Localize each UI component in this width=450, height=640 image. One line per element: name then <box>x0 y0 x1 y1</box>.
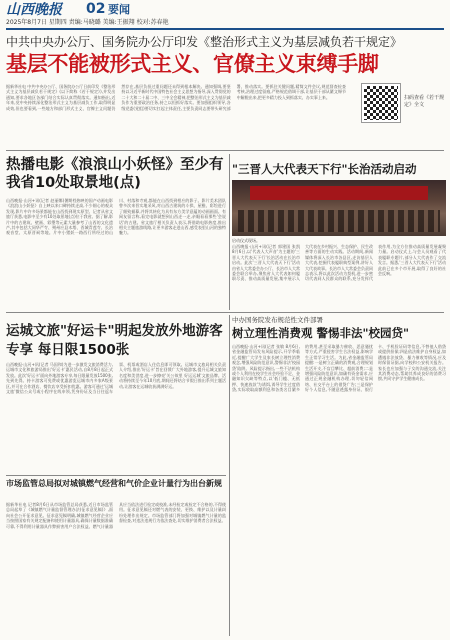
section-divider <box>6 312 444 313</box>
section-divider <box>6 475 226 476</box>
npc-story-headline: "三晋人大代表天下行"长治活动启动 <box>232 162 417 176</box>
campus-loan-body: 山西晚报·山河+讯(记者 张敏 8月6日,省金融监管局发布风险提示,开学季临近,提醒广大学生及家长树立理性消费观念,增强风险防范意识,警惕非法'校园贷'陷阱。风险提示指出,一些不法机构或个人利用在校学生社会经验不足、金融知识欠缺等特点,以'低门槛、无抵押、快速放款'为诱饵,诱导学生过度借贷,实际收取高额利息和各类名目繁多的费用,甚至采取暴力催收、恶意骚扰等方式,严重侵害学生合法权益,影响学生正常学习生活。为此,省金融监管局提醒:一是树立正确的消费观,合理规划生活开支,不盲目攀比、超前消费;二是增强风险防范意识,如确有资金需求,应通过正规金融机构办理,切勿轻信网络、社交平台上的借贷广告;三是保护好个人信息,不随意透露身份证、银行卡、手机验证码等信息,不替他人借贷或提供担保;四是依法维护自身权益,如遭遇非法放贷、暴力催收等情况,应及时保留证据,向学校和公安机关报告。家长也应加强与子女的沟通交流,关注其消费动态,帮助其养成良好的消费习惯,共同守护学生健康成长。 <box>232 344 446 393</box>
photo-stage-banner <box>250 186 428 200</box>
newspaper-logo: 山西晚报 <box>6 2 62 18</box>
masthead-divider <box>6 28 444 30</box>
section-divider <box>6 150 444 151</box>
column-divider <box>229 315 230 636</box>
yuncheng-card-body: 山西晚报·山河+讯(记者 马国和)为进一步激发文旅消费活力,运城市文化和旅游局推出'好运卡'惠民活动,自8月8日起正式发放。此次'好运卡'面向外地游客专享,每日限量发放1500张,先到先得。持卡游客可免费或优惠游览运城市内多家A级景区,并可在合作酒店、餐饮店享受折扣优惠。游客可通过'运城文旅'微信公众号或小程序在线申领,凭身份证及当日往返车票、机票或酒店入住信息即可领取。运城市文旅局相关负责人介绍,推出'好运卡'旨在回馈广大外地游客,提升运城文旅知名度和美誉度,进一步擦亮'关公故里 好运运城'文旅品牌。活动将持续至今年10月底,期间还将结合节假日推出系列主题活动,让游客在运城收获满满好运。 <box>6 362 226 395</box>
qr-code-caption: 扫码查看《若干规定》全文 <box>404 95 445 108</box>
npc-photo-caption: 启动仪式现场。 <box>232 238 260 243</box>
lead-story-headline: 基层不能被形式主义、官僚主义束缚手脚 <box>6 52 379 76</box>
masthead-dateline: 2025年8月7日 星期四 责编:马晓璐 美编:王振翔 校对:苏春艳 <box>6 19 169 26</box>
gas-regulation-headline: 市场监管总局拟对城镇燃气经营和气价企业计量行为出台新规 <box>6 479 222 488</box>
movie-story-body: 山西晚报·山河+讯(记者 赵丽娜)暑期档热映的国产动画电影《浪浪山小妖怪》自上映以来口碑持续走高,不少细心的观众发现,影片中许多场景都能在山西找到现实原型。记者从省文旅厅获悉,电影中至少有10处取景地(点)位于我省。据了解,影片中的古建筑、壁画、彩塑等元素大量参考了山西的文化遗产,其中包括大同华严寺、朔州应县木塔、晋城青莲寺、长治观音堂、太原晋祠等地。片中小猪妖一路西行所经过的山川、村落和寺观,都能在山西找到相应的影子。影片美术团队曾多次来晋实地采风,对山西古建筑的斗拱、屋檐、彩绘进行了细致描摹,并将其转化为具有东方美学意蕴的动画画面。有网友留言称,看完电影就想到山西走一走,亲眼看看那些'会说话'的古建。省文旅厅相关负责人表示,将借助电影热度,推出相关主题旅游线路,让更多游客走进山西,感受表里山河的独特魅力。 <box>6 198 226 236</box>
movie-story-headline: 热播电影《浪浪山小妖怪》至少有我省10处取景地(点) <box>6 157 224 191</box>
lead-story-kicker: 中共中央办公厅、国务院办公厅印发《整治形式主义为基层减负若干规定》 <box>6 35 403 49</box>
npc-event-photo <box>232 180 446 236</box>
yuncheng-card-headline: 运城文旅"好运卡"明起发放外地游客专享 每日限1500张 <box>6 323 223 358</box>
campus-loan-headline: 树立理性消费观 警惕非法"校园贷" <box>232 326 409 340</box>
masthead <box>6 2 444 18</box>
campus-loan-kicker: 中办国务院发布规范性文件部署 <box>232 316 323 324</box>
qr-code-icon[interactable] <box>362 84 400 122</box>
column-divider <box>229 154 230 310</box>
section-title: 要闻 <box>108 3 130 16</box>
photo-audience <box>238 210 440 232</box>
lead-story-body: 据新华社电 中共中央办公厅、国务院办公厅日前印发《整治形式主义为基层减负若干规定》(以下简称《若干规定》),并发出通知,要求各地区各部门结合实际认真贯彻落实。通知指出,近年来,党中央持续深化整治形式主义为基层减负工作,取得明显成效,但也要看到,一些地方和部门形式主义、官僚主义问题仍然存在,基层负担过重问题还未得到根本解决。通知强调,要坚持以习近平新时代中国特色社会主义思想为指导,深入贯彻党的二十大和二十届二中、三中全会精神,把整治形式主义为基层减负作为重要政治任务,持之以恒抓好落实。要加强组织领导,各级党委(党组)要切实扛起主体责任,主要负责同志要带头研究部署、推动落实。要抓住关键问题,精简文件会议,规范督查检查考核,治理过度留痕,严格规范借调干部,让基层干部从繁文缛节中解脱出来,把更多精力投入到抓落实、办实事上来。 <box>6 84 346 111</box>
gas-regulation-body: 据新华社电 记者8月6日从市场监管总局获悉,近日市场监管总局起草了《城镇燃气计量监督管理办法(征求意见稿)》,面向社会公开征求意见。征求意见稿明确,城镇燃气经营企业应当按照国家有关规定配备和使用计量器具,确保计量数据准确可靠,不得利用计量器具作弊损害用户合法权益。燃气计量器具应当依法进行检定或校准,未经检定或检定不合格的,不得使用。征求意见稿还对燃气表的安装、更换、维护以及计量纠纷处理作出规定。市场监管部门将加强对城镇燃气计量的监督检查,对违法违规行为依法查处,切实维护消费者合法权益。 <box>6 502 226 529</box>
page-number: 02 <box>86 1 106 17</box>
npc-story-body: 山西晚报·山河+讯(记者 郭建国 张凯 8月6日,以'代表人大声音'为主题的'三晋人大代表天下行'长治活动在长治市启动。此次'三晋人大代表天下行'活动由省人大常委会办公厅、长治市人大常委会联合举办,聚焦省人大代表如何履职尽责、推动高质量发展,集中展示人大代表在乡村振兴、生态保护、民生改善等方面的生动实践。活动期间,新闻媒体将深入长治市各县区,走访基层人大代表,挖掘代表履职典型案例,讲好人大代表故事。长治市人大常委会负责同志表示,将以此次活动为契机,进一步密切代表同人民群众的联系,充分发挥代表作用,为全方位推动高质量发展凝聚力量。启动仪式上,与会人员观看了代表履职专题片,部分人大代表作了交流发言。据悉,'三晋人大代表天下行'活动此前已在多个市开展,取得了良好的社会反响。 <box>232 244 446 282</box>
